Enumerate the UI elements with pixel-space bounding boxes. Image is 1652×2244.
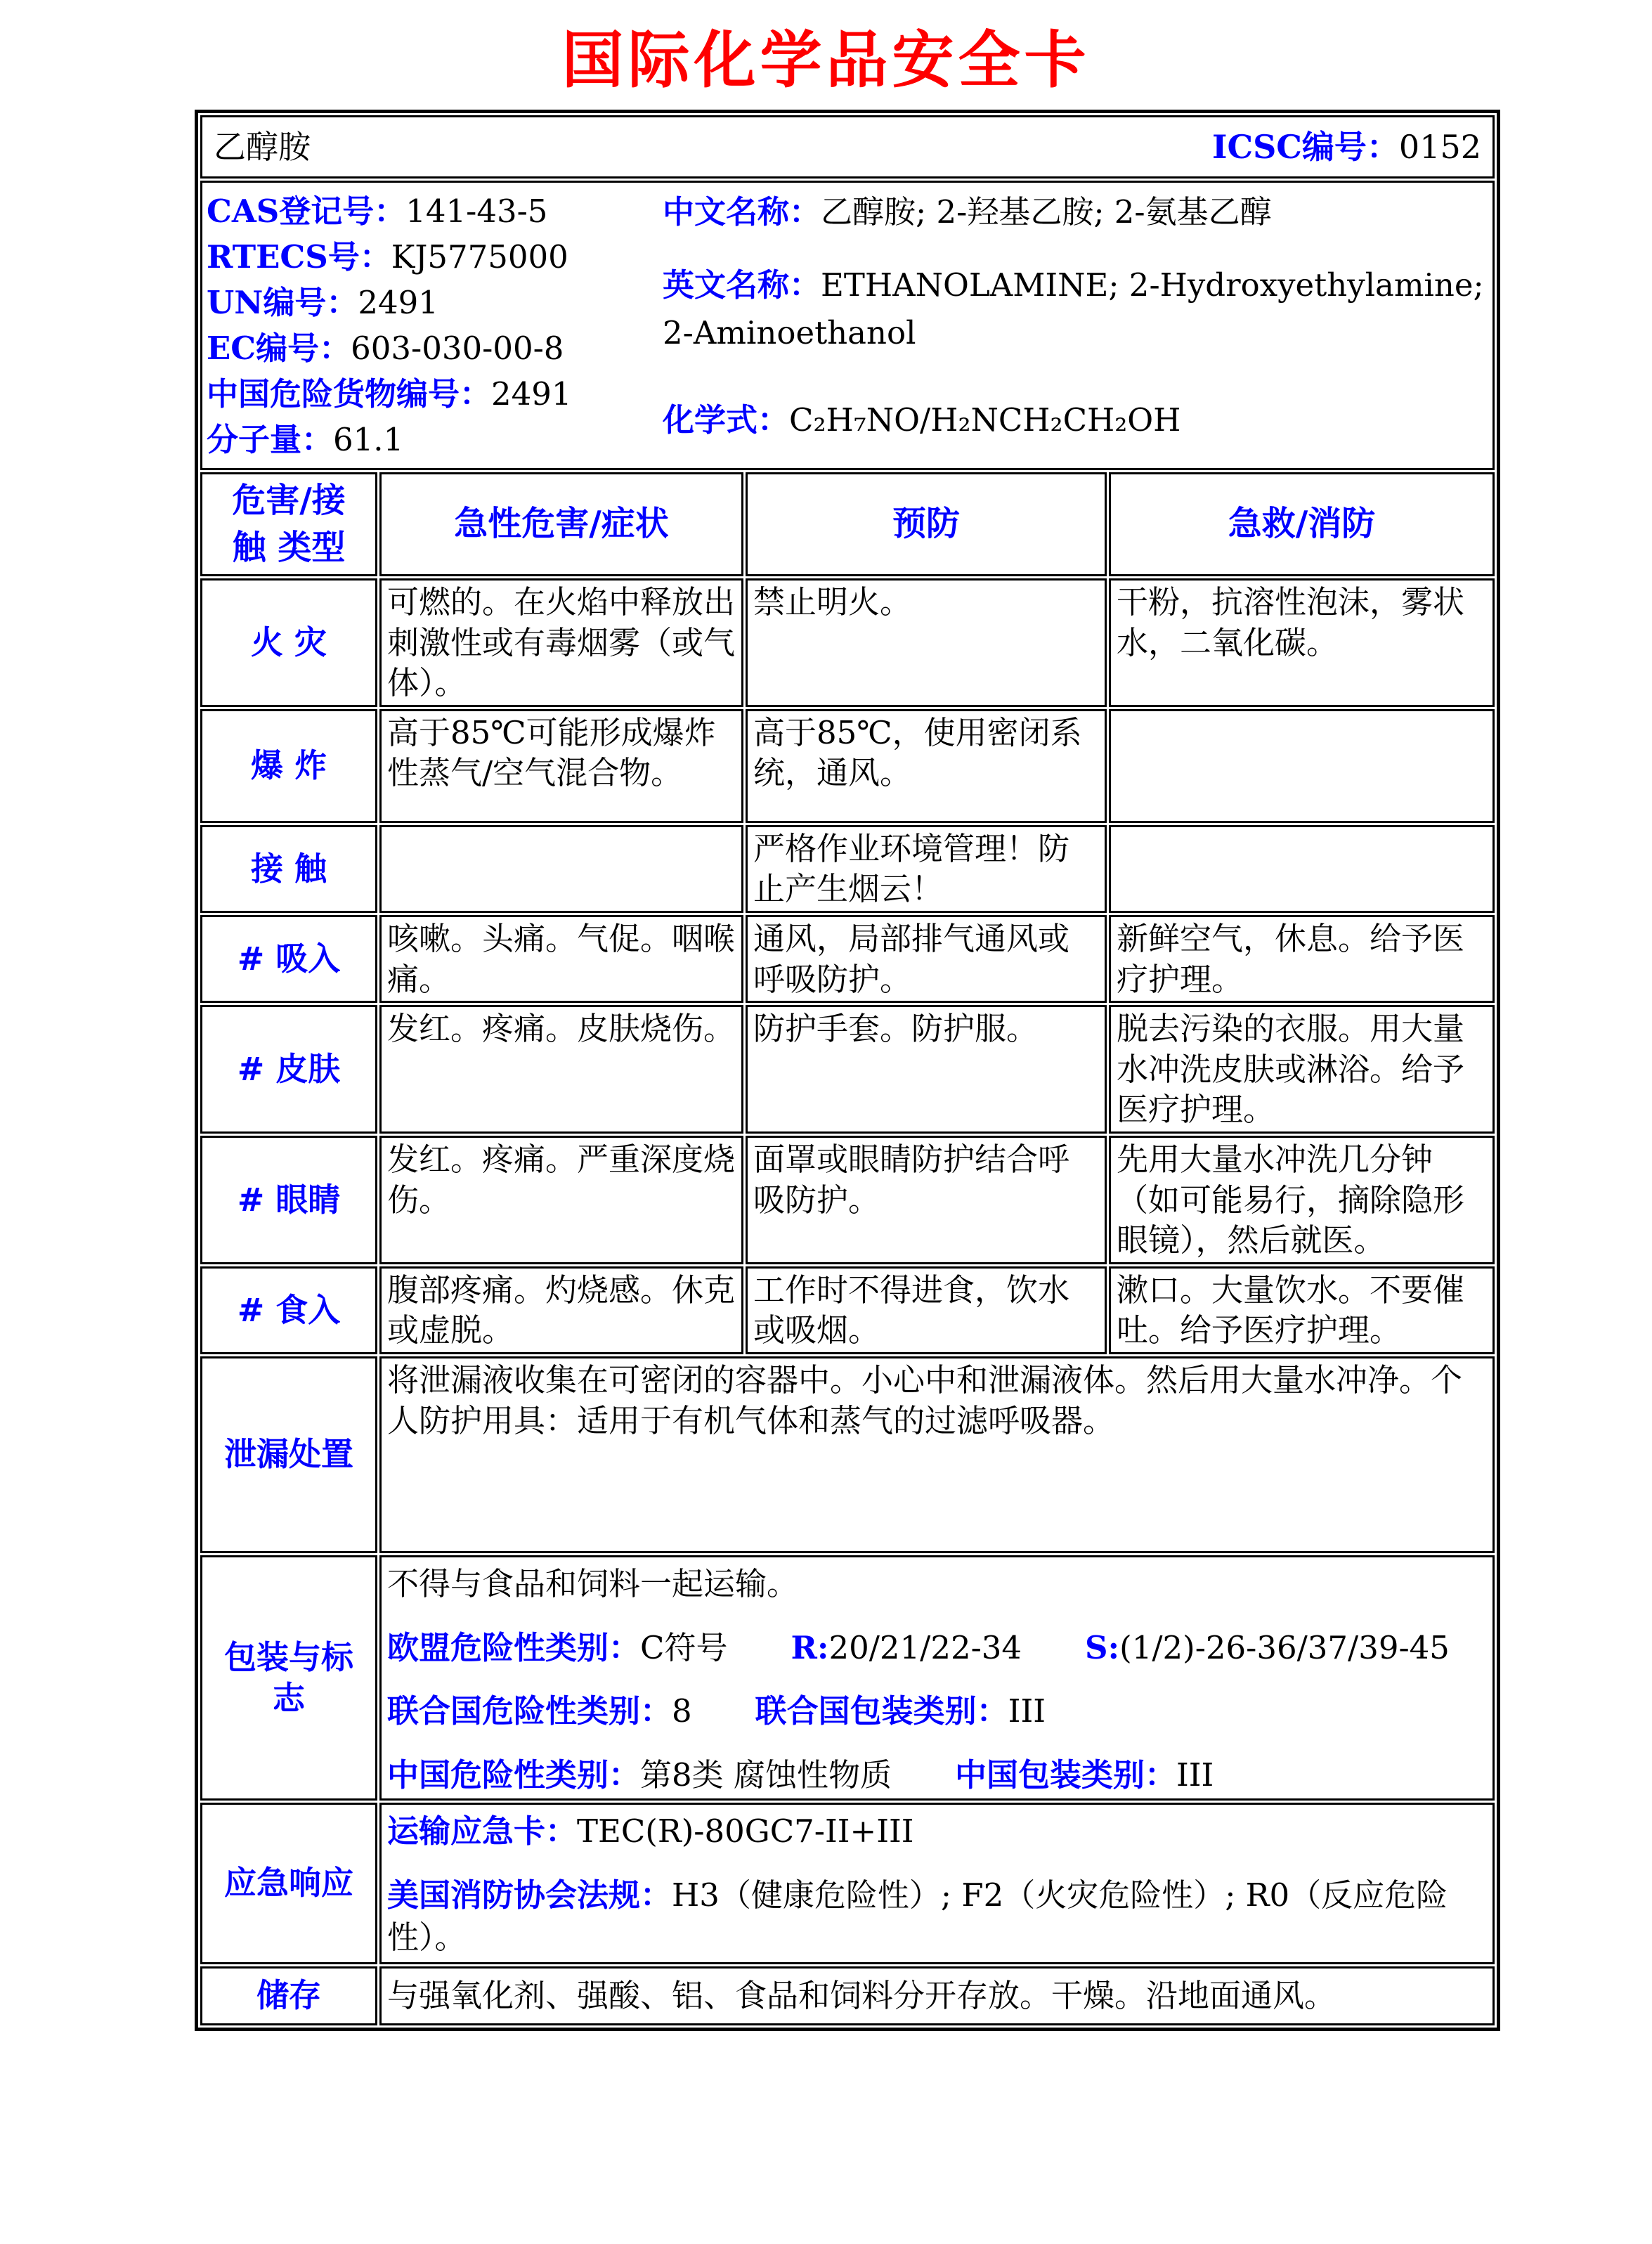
row-label-emergency-response: 应急响应 [200,1803,377,1964]
identifiers-row [200,181,1495,470]
exposure-symptoms [379,825,743,913]
row-inhalation [200,915,1495,1003]
icsc-card [195,110,1500,2031]
explosion-prevention: 高于85℃，使用密闭系统，通风。 [746,709,1107,823]
eyes-prevention: 面罩或眼睛防护结合呼吸防护。 [746,1136,1107,1264]
column-header-prevention: 预防 [746,472,1107,576]
text-line: 不得与食品和饲料一起运输。 [387,1564,799,1602]
text-line: 中国危险性类别：第8类 腐蚀性物质 中国包装类别：III [387,1756,1214,1794]
row-exposure [200,825,1495,913]
emergency-response-text [379,1803,1495,1964]
english-name: 英文名称：ETHANOLAMINE; 2-Hydroxyethylamine; 2-Aminoethanol [663,266,1484,351]
inhalation-prevention: 通风，局部排气通风或呼吸防护。 [746,915,1107,1003]
icsc-number [1212,127,1481,168]
fire-firstaid: 干粉，抗溶性泡沫，雾状水，二氧化碳。 [1109,578,1495,707]
explosion-firstaid [1109,709,1495,823]
row-skin [200,1005,1495,1134]
text-line: 美国消防协会法规：H3（健康危险性）; F2（火灾危险性）; R0（反应危险性）。 [387,1876,1448,1957]
icsc-number-value: 0152 [1398,127,1481,166]
chemical-formula: 化学式：C₂H₇NO/H₂NCH₂CH₂OH [663,401,1181,439]
row-storage [200,1966,1495,2025]
row-label-packaging-labelling: 包装与标志 [200,1555,377,1801]
icsc-number-label: ICSC编号： [1211,127,1399,166]
row-label-explosion: 爆 炸 [200,709,377,823]
page-title: 国际化学品安全卡 [561,23,1091,96]
spill-disposal-text: 将泄漏液收集在可密闭的容器中。小心中和泄漏液体。然后用大量水冲净。个人防护用具：适用于有机气体和蒸气的过滤呼吸器。 [379,1356,1495,1553]
row-label-skin: # 皮肤 [200,1005,377,1134]
identifiers-cell [200,181,1495,470]
rtecs-number: RTECS号：KJ5775000 [207,238,568,275]
row-spill-disposal [200,1356,1495,1553]
ingestion-firstaid: 漱口。大量饮水。不要催吐。给予医疗护理。 [1109,1266,1495,1354]
row-label-spill-disposal: 泄漏处置 [200,1356,377,1553]
molecular-weight: 分子量：61.1 [207,421,404,458]
inhalation-firstaid: 新鲜空气，休息。给予医疗护理。 [1109,915,1495,1003]
row-label-eyes: # 眼睛 [200,1136,377,1264]
row-fire [200,578,1495,707]
row-eyes [200,1136,1495,1264]
skin-symptoms: 发红。疼痛。皮肤烧伤。 [379,1005,743,1134]
eyes-firstaid: 先用大量水冲洗几分钟（如可能易行，摘除隐形眼镜），然后就医。 [1109,1136,1495,1264]
column-header-hazard-type: 危害/接触 类型 [200,472,377,576]
skin-prevention: 防护手套。防护服。 [746,1005,1107,1134]
ec-number: EC编号：603-030-00-8 [207,330,564,367]
column-header-symptoms: 急性危害/症状 [379,472,743,576]
chemical-names [660,188,1490,462]
eyes-symptoms: 发红。疼痛。严重深度烧伤。 [379,1136,743,1264]
hazard-table-header-row [200,472,1495,576]
card-header-cell [200,115,1495,179]
registry-numbers [207,188,660,462]
row-label-inhalation: # 吸入 [200,915,377,1003]
ingestion-prevention: 工作时不得进食，饮水或吸烟。 [746,1266,1107,1354]
row-ingestion [200,1266,1495,1354]
explosion-symptoms: 高于85℃可能形成爆炸性蒸气/空气混合物。 [379,709,743,823]
card-header-row [200,115,1495,179]
china-dangerous-goods-number: 中国危险货物编号：2491 [207,375,572,413]
row-emergency-response [200,1803,1495,1964]
fire-prevention: 禁止明火。 [746,578,1107,707]
row-label-storage: 储存 [200,1966,377,2025]
packaging-labelling-text [379,1555,1495,1801]
chinese-name: 中文名称：乙醇胺; 2-羟基乙胺; 2-氨基乙醇 [663,193,1272,231]
row-explosion [200,709,1495,823]
row-packaging-labelling [200,1555,1495,1801]
substance-name: 乙醇胺 [214,127,311,166]
fire-symptoms: 可燃的。在火焰中释放出刺激性或有毒烟雾（或气体）。 [379,578,743,707]
column-header-firstaid: 急救/消防 [1109,472,1495,576]
row-label-fire: 火 灾 [200,578,377,707]
storage-text: 与强氧化剂、强酸、铝、食品和饲料分开存放。干燥。沿地面通风。 [379,1966,1495,2025]
exposure-prevention: 严格作业环境管理！防止产生烟云！ [746,825,1107,913]
un-number: UN编号：2491 [207,284,438,321]
exposure-firstaid [1109,825,1495,913]
cas-number: CAS登记号：141-43-5 [207,193,548,230]
row-label-ingestion: # 食入 [200,1266,377,1354]
row-label-exposure: 接 触 [200,825,377,913]
text-line: 运输应急卡：TEC(R)-80GC7-II+III [387,1812,914,1850]
text-line: 联合国危险性类别：8 联合国包装类别：III [387,1692,1046,1730]
ingestion-symptoms: 腹部疼痛。灼烧感。休克或虚脱。 [379,1266,743,1354]
inhalation-symptoms: 咳嗽。头痛。气促。咽喉痛。 [379,915,743,1003]
skin-firstaid: 脱去污染的衣服。用大量水冲洗皮肤或淋浴。给予医疗护理。 [1109,1005,1495,1134]
text-line: 欧盟危险性类别：C符号 R:20/21/22-34 S:(1/2)-26-36/37/39-45 [387,1628,1450,1666]
